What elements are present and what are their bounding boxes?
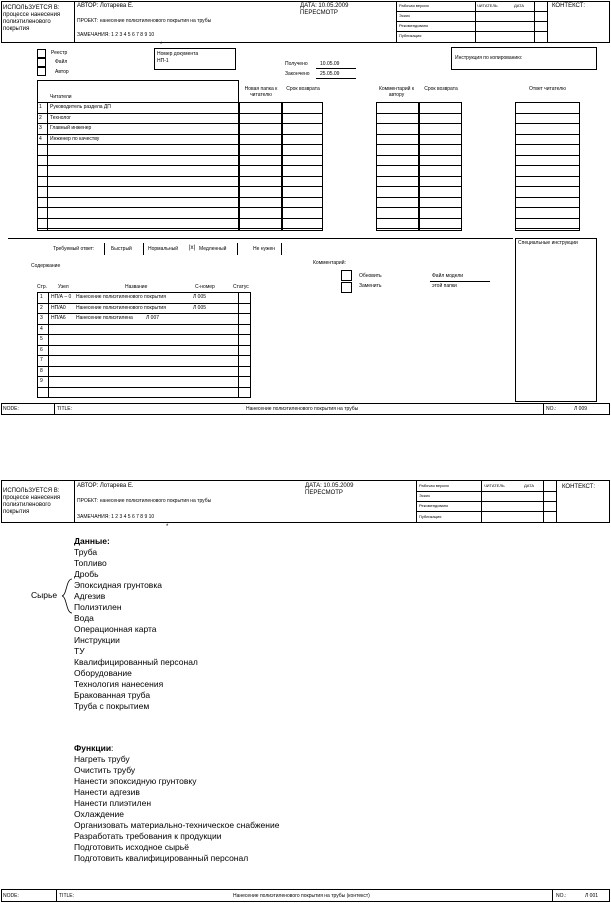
used-in-text-2: ИСПОЛЬЗУЕТСЯ В: процессе нанесения полиэтиленового покрытия (3, 488, 61, 515)
finished-label: Закончено (285, 71, 310, 77)
comment-author-column (376, 102, 419, 231)
footer-node-label: NODE: (3, 406, 19, 412)
footer-title-label-2: TITLE: (59, 893, 75, 899)
contents-row-3-name[interactable]: Нанесение полиэтилена (76, 315, 133, 321)
update-label: Обновить (359, 273, 382, 279)
author-checkbox[interactable] (37, 67, 46, 76)
contents-row-2-name[interactable]: Нанесение полиэтиленового покрытия (76, 304, 166, 311)
list-item: Эпоксидная грунтовка (74, 580, 162, 590)
replace-checkbox[interactable] (341, 282, 352, 293)
answer-not-needed[interactable]: Не нужен (253, 246, 275, 252)
status-recommended: Рекомендовано (399, 23, 429, 28)
received-label: Получено (285, 61, 308, 67)
context-label: КОНТЕКСТ: (552, 3, 585, 9)
footer-number-2: Л 001 (585, 893, 599, 899)
new-folder-header: Новая папка к читателю (244, 86, 278, 98)
status-recommended-2: Рекомендовано (419, 503, 449, 508)
doc-number-label: Номер документа (157, 51, 199, 57)
special-instructions-label[interactable]: Специальные инструкции (518, 240, 578, 246)
status-draft: Эскиз (399, 13, 410, 18)
special-instructions-box (515, 238, 597, 402)
functions-list (74, 754, 279, 864)
list-item: Технология нанесения (74, 679, 164, 689)
list-item: Подготовить квалифицированный персонал (74, 853, 249, 863)
list-item: Нанести адгезив (74, 787, 140, 797)
reader-answer-header: Ответ читателю (529, 86, 566, 92)
list-item: Труба (74, 547, 98, 557)
return-term-column (282, 102, 323, 231)
col-node: Узел (58, 284, 69, 290)
list-item: Очистить трубу (74, 765, 136, 775)
date-text: ДАТА: 10.05.2009 (300, 3, 349, 9)
file-checkbox[interactable] (37, 58, 46, 67)
remarks-text-2: ЗАМЕЧАНИЯ: 1 2 3 4 5 6 7 8 9 10 (77, 514, 155, 520)
footer-no-label: NO.: (546, 406, 557, 412)
return-term2-column (419, 102, 462, 231)
reader-label: ЧИТАТЕЛЬ (477, 3, 498, 8)
required-answer-label: Требуемый ответ: (53, 246, 95, 252)
status-publication-2: Публикация (419, 514, 442, 519)
raw-materials-brace (61, 578, 73, 614)
reader-date-label: ДАТА (514, 3, 525, 8)
list-item: Нанести эпоксидную грунтовку (74, 776, 197, 786)
author-text-2: АВТОР: Лотарева Е. (77, 483, 134, 489)
footer-number: Л 009 (574, 406, 588, 412)
functions-title: Функции: (74, 743, 114, 753)
answer-normal[interactable]: Нормальный (148, 246, 179, 252)
list-item: Охлаждение (74, 809, 124, 819)
revision-text-2: ПЕРЕСМОТР (305, 490, 343, 496)
list-item: Адгезив (74, 591, 106, 601)
list-item: Вода (74, 613, 94, 623)
status-working: Рабочая версия (399, 3, 429, 8)
contents-row-2-node[interactable]: НП/А0 (51, 304, 66, 311)
footer-title: Нанесение полиэтиленового покрытия на трубы (246, 406, 359, 412)
revision-text: ПЕРЕСМОТР (300, 10, 338, 16)
return-term2-header: Срок возврата (424, 86, 458, 92)
contents-row-2-cnum[interactable]: Л 005 (193, 304, 207, 311)
list-item: Топливо (74, 558, 107, 568)
finished-value[interactable]: 25.05.09 (320, 71, 340, 77)
date-text-2: ДАТА: 10.05.2009 (305, 483, 354, 489)
received-value[interactable]: 10.05.09 (320, 61, 340, 67)
readers-header: Читатели (50, 94, 72, 100)
list-item: Инструкции (74, 635, 120, 645)
col-cnum: С-номер (195, 284, 215, 290)
project-text: ПРОЕКТ: нанесение полиэтиленового покрытия на трубы (77, 18, 212, 24)
list-item: Труба с покрытием (74, 701, 150, 711)
col-name: Название (125, 284, 148, 290)
reader-answer-column (515, 102, 580, 231)
contents-row-3-node[interactable]: НП/А6 (51, 315, 66, 321)
contents-row-3-cnum[interactable]: Л 007 (146, 315, 160, 321)
context-label-2: КОНТЕКСТ: (562, 484, 595, 490)
list-item: Дробь (74, 569, 99, 579)
file-label: Файл (55, 59, 68, 65)
status-publication: Публикация (399, 33, 422, 38)
footer-node-label-2: NODE: (3, 893, 19, 899)
data-title: Данные: (74, 536, 110, 546)
update-checkbox[interactable] (341, 270, 352, 281)
reader-row-4[interactable]: Инженер по качеству (50, 135, 100, 142)
list-item: Организовать материально-техническое снабжение (74, 820, 280, 830)
list-item: Полиэтилен (74, 602, 122, 612)
footer-title-label: TITLE: (57, 406, 73, 412)
remarks-text: ЗАМЕЧАНИЯ: 1 2 3 4 5 6 7 8 9 10 (77, 32, 155, 38)
new-folder-column (239, 102, 282, 231)
doc-number[interactable]: НП-1 (157, 58, 169, 64)
raw-materials-label: Сырье (31, 590, 58, 600)
used-in-text: ИСПОЛЬЗУЕТСЯ В: процессе нанесения полиэтиленового покрытия (3, 5, 61, 32)
contents-row-1-name[interactable]: Нанесение полиэтиленового покрытия (76, 294, 166, 300)
this-folder-label: этой папки (432, 283, 457, 289)
list-item: Нагреть трубу (74, 754, 130, 764)
model-file-label: Файл модели (432, 273, 464, 279)
footer-title-2: Нанесение полиэтиленового покрытия на трубы (контекст) (233, 893, 370, 899)
answer-selected-mark: |x| (189, 245, 196, 251)
list-item: Оборудование (74, 668, 132, 678)
list-item: Разработать требования к продукции (74, 831, 222, 841)
list-item: ТУ (74, 646, 85, 656)
footer-no-label-2: NO.: (556, 893, 567, 899)
comments-label: Комментарий: (313, 260, 346, 266)
col-page: Стр. (37, 284, 48, 290)
reader-row-2[interactable]: Технолог (50, 114, 71, 121)
contents-label: Содержание (31, 263, 61, 269)
reader-label-2: ЧИТАТЕЛЬ (484, 483, 505, 488)
col-status: Статус (233, 284, 249, 290)
project-text-2: ПРОЕКТ: нанесение полиэтиленового покрытия на трубы (77, 498, 212, 504)
answer-slow[interactable]: Медленный (199, 246, 227, 252)
reader-row-3[interactable]: Главный инженер (50, 125, 92, 131)
list-item: Квалифицированный персонал (74, 657, 198, 667)
return-term-header: Срок возврата (286, 86, 320, 92)
data-list (74, 547, 198, 712)
list-item: Операционная карта (74, 624, 157, 634)
author-text: АВТОР: Лотарева Е. (77, 3, 134, 9)
author-label: Автор (55, 69, 69, 75)
status-draft-2: Эскиз (419, 493, 430, 498)
reader-row-1[interactable]: Руководитель раздела ДП (50, 104, 111, 110)
copy-instruction-label[interactable]: Инструкция по копированию: (455, 55, 523, 61)
comment-author-header: Комментарий к автору (378, 86, 415, 98)
registry-label: Реестр (51, 50, 68, 56)
contents-row-1-node[interactable]: НП/А – 0 (51, 294, 72, 300)
reader-date-label-2: ДАТА (524, 483, 535, 488)
list-item: Нанести плиэтилен (74, 798, 152, 808)
status-working-2: Рабочая версия (419, 483, 449, 488)
replace-label: Заменить (359, 283, 382, 289)
answer-fast[interactable]: Быстрый (111, 246, 132, 252)
registry-checkbox[interactable] (37, 49, 46, 58)
list-item: Бракованная труба (74, 690, 151, 700)
contents-row-1-cnum[interactable]: Л 005 (193, 294, 207, 300)
list-item: Подготовить исходное сырьё (74, 842, 189, 852)
